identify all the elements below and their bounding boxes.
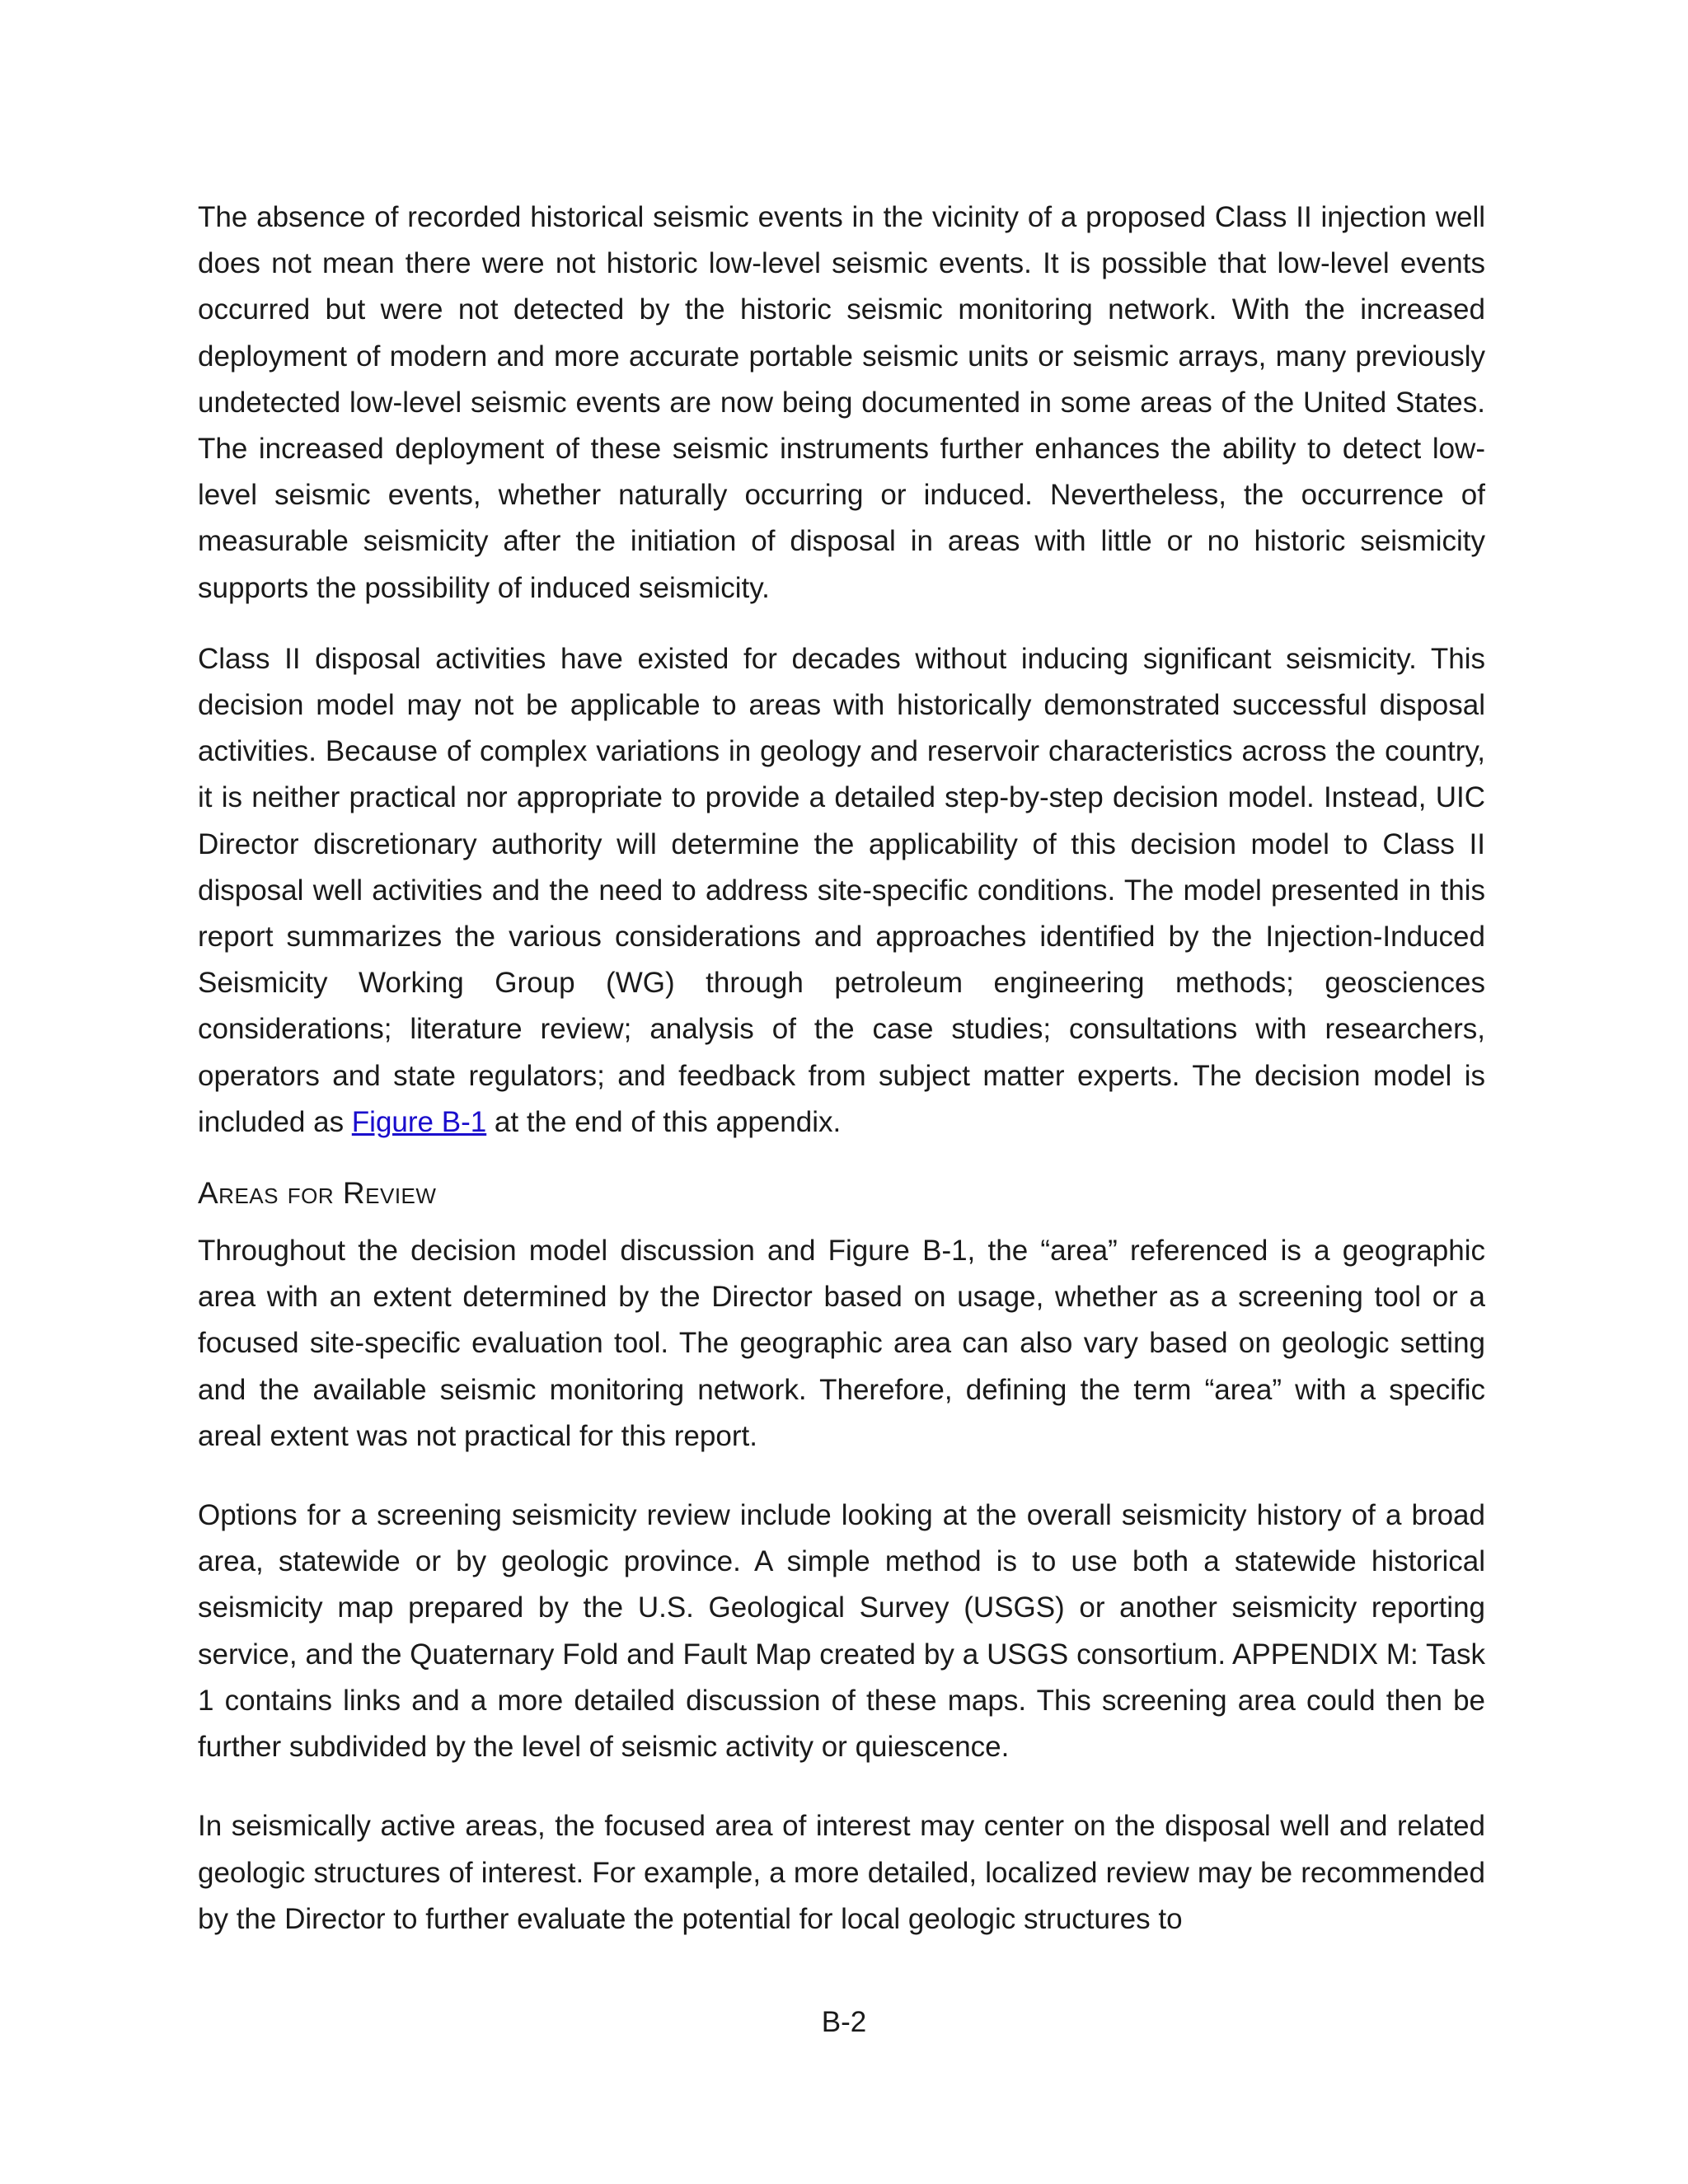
document-body xyxy=(198,194,1485,1943)
paragraph-decision-model xyxy=(198,636,1485,1146)
section-heading-areas-for-review: Areas for Review xyxy=(198,1176,437,1211)
paragraph-area-definition: Throughout the decision model discussion and Figure B-1, the “area” referenced is a geographic area with an extent determined by the Director based on usage, whether as a screening tool or a focused site-specific evaluation tool. The geographic area can also vary based on geologic setting and the available seismic monitoring network. Therefore, defining the term “area” with a specific areal extent was not practical for this report. xyxy=(198,1235,1485,1452)
paragraph-seismically-active-areas: In seismically active areas, the focused area of interest may center on the disposal well and related geologic structures of interest. For example, a more detailed, localized review may be recommended by the Director to further evaluate the potential for local geologic structures to xyxy=(198,1810,1485,1935)
figure-b1-link[interactable]: Figure B-1 xyxy=(351,1105,487,1138)
paragraph-screening-review: Options for a screening seismicity review include looking at the overall seismicity history of a broad area, statewide or by geologic province. A simple method is to use both a statewide historical seismicity map prepared by the U.S. Geological Survey (USGS) or another seismicity reporting service, and the Quaternary Fold and Fault Map created by a USGS consortium. APPENDIX M: Task 1 contains links and a more detailed discussion of these maps. This screening area could then be further subdivided by the level of seismic activity or quiescence. xyxy=(198,1499,1485,1764)
paragraph-decision-model-text: Class II disposal activities have existed for decades without inducing significant seismicity. This decision model may not be applicable to areas with historically demonstrated successful disposal activities. Because of complex variations in geology and reservoir characteristics across the country, it is neither practical nor appropriate to provide a detailed step-by-step decision model. Instead, UIC Director discretionary authority will determine the applicability of this decision model to Class II disposal well activities and the need to address site-specific conditions. The model presented in this report summarizes the various considerations and approaches identified by the Injection-Induced Seismicity Working Group (WG) through petroleum engineering methods; geosciences considerations; literature review; analysis of the case studies; consultations with researchers, operators and state regulators; and feedback from subject matter experts. The decision model is included as xyxy=(198,642,1485,1138)
paragraph-decision-model-text-end: at the end of this appendix. xyxy=(486,1105,842,1138)
page-number: B-2 xyxy=(821,2006,867,2038)
paragraph-historical-seismicity: The absence of recorded historical seismic events in the vicinity of a proposed Class II injection well does not mean there were not historic low-level seismic events. It is possible that low-level events occurred but were not detected by the historic seismic monitoring network. With the increased deployment of modern and more accurate portable seismic units or seismic arrays, many previously undetected low-level seismic events are now being documented in some areas of the United States. The increased deployment of these seismic instruments further enhances the ability to detect low-level seismic events, whether naturally occurring or induced. Nevertheless, the occurrence of measurable seismicity after the initiation of disposal in areas with little or no historic seismicity supports the possibility of induced seismicity. xyxy=(198,201,1485,604)
